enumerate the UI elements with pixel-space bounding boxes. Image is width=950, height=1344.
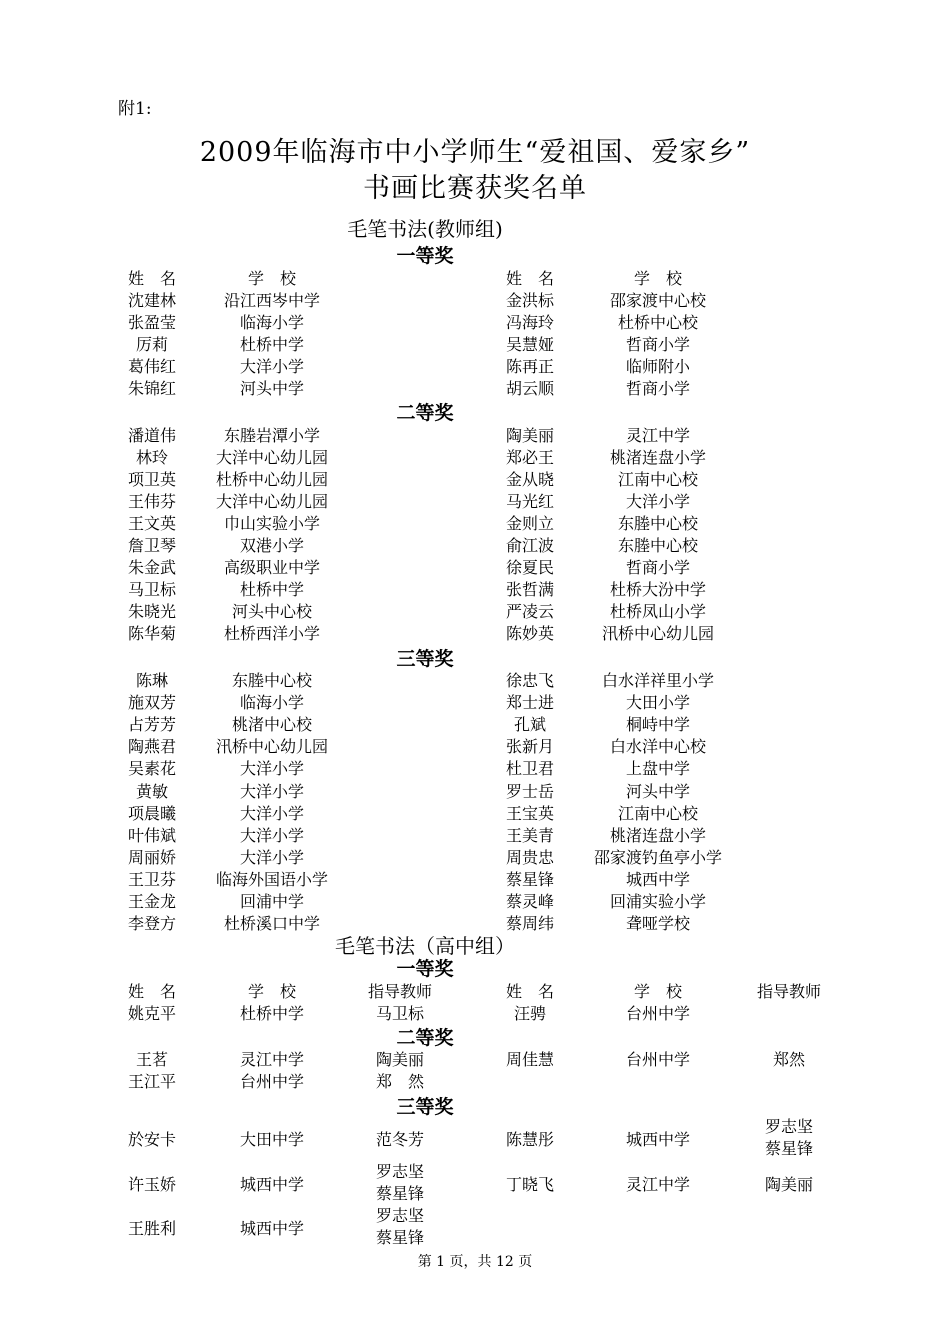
table-cell-school: 大洋小学 [239, 759, 305, 779]
column-header-school: 学 校 [633, 269, 683, 288]
table-cell-name: 姚克平 [127, 1004, 177, 1023]
table-cell-school: 河头中心校 [231, 602, 313, 621]
table-cell-school: 白水洋中心校 [609, 737, 707, 757]
table-cell-name: 朱金武 [127, 558, 177, 577]
table-cell-school: 江南中心校 [617, 803, 699, 823]
prize-level-heading: 二等奖 [396, 1027, 454, 1049]
table-cell-school: 临海小学 [239, 313, 305, 332]
table-cell-teacher: 郑然 [772, 1050, 806, 1069]
table-cell-name: 潘道伟 [127, 426, 177, 445]
table-cell-school: 杜桥中学 [239, 1004, 305, 1023]
table-cell-name: 徐夏民 [505, 558, 555, 577]
table-cell-school: 城西中学 [625, 869, 691, 889]
table-cell-school: 邵家渡钓鱼亭小学 [593, 847, 723, 867]
table-cell-school: 城西中学 [239, 1219, 305, 1238]
section-heading: 毛笔书法（高中组） [335, 934, 515, 958]
table-cell-school: 回浦中学 [239, 892, 305, 911]
table-cell-school: 城西中学 [625, 1130, 691, 1149]
table-cell-school: 东塍岩潭小学 [223, 426, 321, 445]
table-cell-school: 杜桥中心幼儿园 [215, 470, 329, 489]
table-cell-name: 孔斌 [513, 715, 547, 735]
table-cell-teacher: 陶美丽 [764, 1175, 814, 1194]
table-cell-teacher: 郑 然 [375, 1072, 425, 1091]
table-cell-name: 陈妙英 [505, 624, 555, 643]
table-cell-school: 大洋中心幼儿园 [215, 448, 329, 467]
table-cell-teacher: 陶美丽 [375, 1050, 425, 1069]
table-cell-teacher: 范冬芳 [375, 1130, 425, 1149]
table-cell-name: 金则立 [505, 514, 555, 533]
table-cell-school: 哲商小学 [625, 335, 691, 354]
table-cell-name: 蔡星锋 [505, 869, 555, 889]
table-cell-school: 大洋小学 [239, 803, 305, 823]
table-cell-name: 周佳慧 [505, 1050, 555, 1069]
table-cell-school: 高级职业中学 [223, 558, 321, 577]
table-cell-school: 聋哑学校 [625, 914, 691, 934]
table-cell-name: 马卫标 [127, 580, 177, 599]
prize-level-heading: 二等奖 [396, 402, 454, 424]
table-cell-name: 王卫芬 [127, 869, 177, 889]
table-cell-name: 俞江波 [505, 536, 555, 555]
table-cell-name: 王胜利 [127, 1219, 177, 1238]
table-cell-school: 桃渚连盘小学 [609, 448, 707, 467]
table-cell-school: 回浦实验小学 [609, 892, 707, 911]
table-cell-name: 张新月 [505, 737, 555, 757]
table-cell-school: 杜桥西洋小学 [223, 624, 321, 643]
column-header-teacher: 指导教师 [756, 982, 822, 1001]
table-cell-name: 蔡灵峰 [505, 892, 555, 911]
table-cell-name: 陈琳 [135, 671, 169, 690]
table-cell-school: 河头中学 [625, 781, 691, 801]
table-cell-name: 金洪标 [505, 291, 555, 310]
table-cell-school: 桃渚中心校 [231, 715, 313, 735]
table-cell-school: 台州中学 [625, 1004, 691, 1023]
table-cell-name: 陈再正 [505, 357, 555, 376]
table-cell-name: 冯海玲 [505, 313, 555, 332]
table-cell-name: 王茗 [135, 1050, 169, 1069]
column-header-name: 姓 名 [505, 269, 555, 288]
column-header-school: 学 校 [247, 982, 297, 1001]
prize-level-heading: 一等奖 [396, 958, 454, 980]
table-cell-school: 杜桥中心校 [617, 313, 699, 332]
prize-level-heading: 三等奖 [396, 648, 454, 670]
table-cell-name: 郑士进 [505, 693, 555, 713]
table-cell-name: 汪骋 [513, 1004, 547, 1023]
table-cell-school: 哲商小学 [625, 558, 691, 577]
table-cell-name: 马光红 [505, 492, 555, 511]
column-header-teacher: 指导教师 [367, 982, 433, 1001]
table-cell-school: 桃渚连盘小学 [609, 825, 707, 845]
table-cell-school: 东塍中心校 [617, 536, 699, 555]
table-cell-name: 王美青 [505, 825, 555, 845]
table-cell-school: 灵江中学 [239, 1050, 305, 1069]
table-cell-name: 王文英 [127, 514, 177, 533]
table-cell-name: 丁晓飞 [505, 1175, 555, 1194]
table-cell-name: 项卫英 [127, 470, 177, 489]
table-cell-name: 王金龙 [127, 892, 177, 911]
table-cell-name: 厉莉 [135, 335, 169, 354]
table-cell-school: 杜桥溪口中学 [223, 914, 321, 934]
table-cell-name: 黄敏 [135, 781, 169, 801]
table-cell-school: 沿江西岑中学 [223, 291, 321, 310]
table-cell-name: 胡云顺 [505, 379, 555, 398]
table-cell-name: 占芳芳 [127, 715, 177, 735]
table-cell-school: 大洋小学 [239, 357, 305, 376]
table-cell-school: 灵江中学 [625, 426, 691, 445]
table-cell-name: 周贵忠 [505, 847, 555, 867]
prize-level-heading: 三等奖 [396, 1096, 454, 1118]
table-cell-teacher: 马卫标 [375, 1004, 425, 1023]
table-cell-name: 王宝英 [505, 803, 555, 823]
table-cell-school: 大洋中心幼儿园 [215, 492, 329, 511]
table-cell-name: 王伟芬 [127, 492, 177, 511]
table-cell-name: 罗士岳 [505, 781, 555, 801]
table-cell-name: 张盈莹 [127, 313, 177, 332]
table-cell-name: 王江平 [127, 1072, 177, 1091]
table-cell-school: 大洋小学 [625, 492, 691, 511]
table-cell-school: 杜桥大汾中学 [609, 580, 707, 599]
table-cell-school: 东塍中心校 [617, 514, 699, 533]
table-cell-school: 哲商小学 [625, 379, 691, 398]
table-cell-school: 上盘中学 [625, 759, 691, 779]
table-cell-name: 林玲 [135, 448, 169, 467]
table-cell-name: 陶燕君 [127, 737, 177, 757]
table-cell-name: 葛伟红 [127, 357, 177, 376]
table-cell-school: 双港小学 [239, 536, 305, 555]
appendix-label: 附1: [118, 99, 152, 119]
table-cell-school: 白水洋祥里小学 [601, 671, 715, 690]
table-cell-teacher: 罗志坚 蔡星锋 [764, 1117, 814, 1158]
table-cell-name: 徐忠飞 [505, 671, 555, 690]
table-cell-school: 临海小学 [239, 693, 305, 713]
table-cell-name: 周丽娇 [127, 847, 177, 867]
table-cell-name: 金从晓 [505, 470, 555, 489]
table-cell-name: 吴慧娅 [505, 335, 555, 354]
table-cell-name: 施双芳 [127, 693, 177, 713]
table-cell-school: 大洋小学 [239, 781, 305, 801]
table-cell-teacher: 罗志坚 蔡星锋 [375, 1162, 425, 1203]
column-header-name: 姓 名 [127, 269, 177, 288]
table-cell-school: 临海外国语小学 [215, 869, 329, 889]
table-cell-name: 朱晓光 [127, 602, 177, 621]
document-title-line-1: 2009年临海市中小学师生“爱祖国、爱家乡” [199, 137, 751, 168]
document-title-line-2: 书画比赛获奖名单 [363, 173, 587, 204]
table-cell-school: 城西中学 [239, 1175, 305, 1194]
table-cell-name: 陈华菊 [127, 624, 177, 643]
table-cell-school: 桐峙中学 [625, 715, 691, 735]
column-header-name: 姓 名 [127, 982, 177, 1001]
table-cell-school: 汛桥中心幼儿园 [215, 737, 329, 757]
table-cell-name: 项晨曦 [127, 803, 177, 823]
table-cell-name: 蔡周纬 [505, 914, 555, 934]
prize-level-heading: 一等奖 [396, 245, 454, 267]
table-cell-school: 台州中学 [625, 1050, 691, 1069]
page-footer: 第 1 页，共 12 页 [417, 1254, 533, 1270]
column-header-school: 学 校 [247, 269, 297, 288]
column-header-school: 学 校 [633, 982, 683, 1001]
table-cell-school: 汛桥中心幼儿园 [601, 624, 715, 643]
table-cell-name: 杜卫君 [505, 759, 555, 779]
table-cell-name: 叶伟斌 [127, 825, 177, 845]
section-heading: 毛笔书法(教师组) [347, 217, 503, 241]
table-cell-name: 张哲满 [505, 580, 555, 599]
table-cell-name: 严凌云 [505, 602, 555, 621]
table-cell-school: 杜桥凤山小学 [609, 602, 707, 621]
table-cell-name: 陶美丽 [505, 426, 555, 445]
table-cell-school: 大田小学 [625, 693, 691, 713]
table-cell-school: 大洋小学 [239, 825, 305, 845]
table-cell-name: 许玉娇 [127, 1175, 177, 1194]
table-cell-name: 沈建林 [127, 291, 177, 310]
table-cell-school: 邵家渡中心校 [609, 291, 707, 310]
table-cell-school: 河头中学 [239, 379, 305, 398]
table-cell-school: 台州中学 [239, 1072, 305, 1091]
table-cell-teacher: 罗志坚 蔡星锋 [375, 1206, 425, 1247]
table-cell-school: 杜桥中学 [239, 580, 305, 599]
table-cell-name: 朱锦红 [127, 379, 177, 398]
table-cell-school: 大洋小学 [239, 847, 305, 867]
table-cell-name: 吴素花 [127, 759, 177, 779]
table-cell-school: 大田中学 [239, 1130, 305, 1149]
table-cell-name: 李登方 [127, 914, 177, 934]
table-cell-school: 杜桥中学 [239, 335, 305, 354]
table-cell-school: 东塍中心校 [231, 671, 313, 690]
table-cell-name: 郑必王 [505, 448, 555, 467]
column-header-name: 姓 名 [505, 982, 555, 1001]
table-cell-school: 临师附小 [625, 357, 691, 376]
table-cell-name: 於安卡 [127, 1130, 177, 1149]
table-cell-school: 巾山实验小学 [223, 514, 321, 533]
table-cell-school: 灵江中学 [625, 1175, 691, 1194]
table-cell-name: 詹卫琴 [127, 536, 177, 555]
table-cell-name: 陈慧彤 [505, 1130, 555, 1149]
table-cell-school: 江南中心校 [617, 470, 699, 489]
